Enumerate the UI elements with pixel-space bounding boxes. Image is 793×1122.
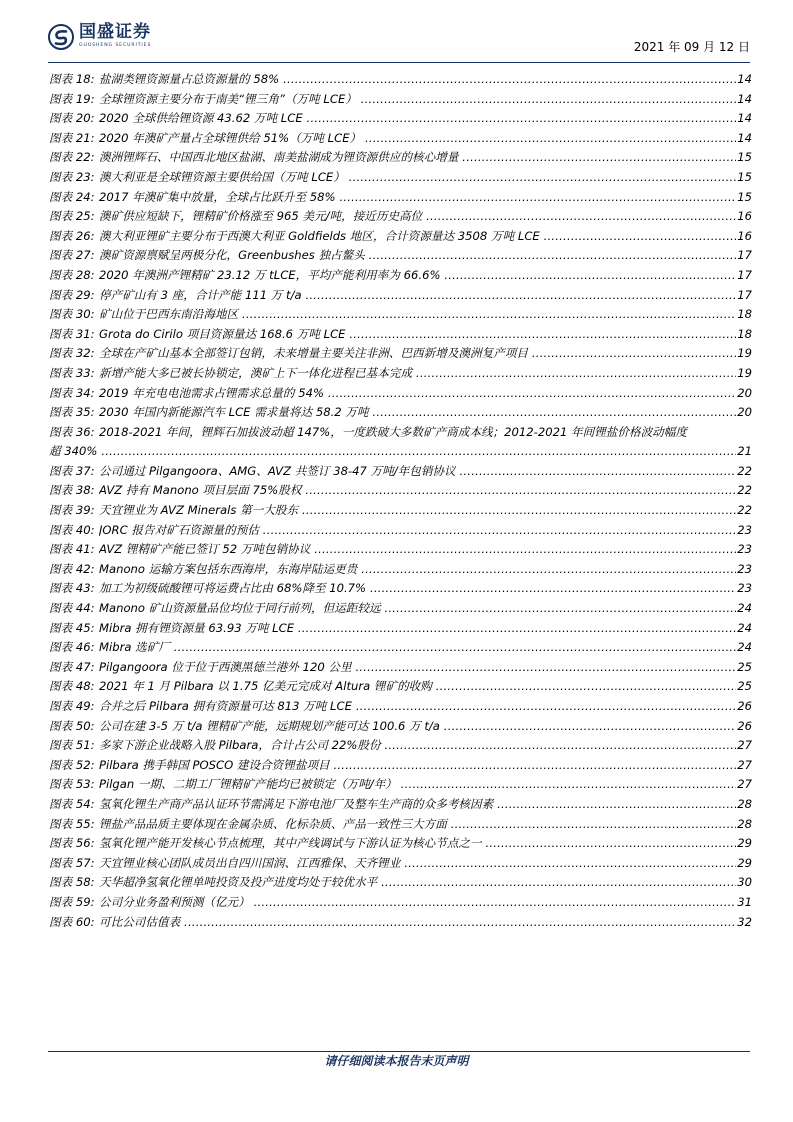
toc-entry-title: 可比公司估值表 ..... [99,913,752,933]
toc-entry-page-number: 30 [736,873,752,893]
toc-entry-page-number: 24 [736,599,752,619]
toc-entry-title: 澳矿资源禀赋呈两极分化，Greenbushes 独占鳌头 ..... [99,246,752,266]
toc-entry[interactable] [49,384,752,404]
toc-entry[interactable] [49,227,752,247]
toc-entry-page-number: 22 [736,481,752,501]
guosheng-logo-icon [48,24,74,50]
toc-entry-label: 图表 48: [49,679,95,694]
toc-entry[interactable] [49,717,752,737]
toc-entry[interactable] [49,913,752,933]
toc-entry-page-number: 24 [736,638,752,658]
toc-entry[interactable] [49,795,752,815]
toc-entry[interactable] [49,70,752,90]
toc-entry[interactable] [49,423,752,462]
toc-entry-page-number: 22 [736,501,752,521]
toc-entry-page-number: 32 [736,913,752,933]
toc-entry-label: 图表 26: [49,228,95,243]
toc-entry-page-number: 27 [736,756,752,776]
toc-entry[interactable] [49,873,752,893]
toc-entry-label: 图表 23: [49,169,95,184]
toc-entry-label: 图表 28: [49,267,95,282]
toc-entry-label: 图表 19: [49,91,95,106]
toc-entry-label: 图表 31: [49,326,95,341]
toc-entry-label: 图表 54: [49,796,95,811]
toc-entry[interactable] [49,325,752,345]
toc-entry-page-number: 15 [736,148,752,168]
toc-entry-title: Pilbara 携手韩国 POSCO 建设合资锂盐项目 ..... [99,756,752,776]
toc-entry-title: 澳矿供应短缺下，锂精矿价格涨至 965 美元/吨，接近历史高位 ..... [99,207,752,227]
toc-entry-title: 合并之后 Pilbara 拥有资源量可达 813 万吨 LCE ..... [99,697,752,717]
toc-entry-title: Mibra 拥有锂资源量 63.93 万吨 LCE ..... [99,619,752,639]
toc-entry-page-number: 19 [736,344,752,364]
toc-entry[interactable] [49,168,752,188]
toc-entry-title: 停产矿山有 3 座，合计产能 111 万 t/a ..... [99,286,752,306]
toc-entry-label: 图表 59: [49,894,95,909]
toc-entry-label: 图表 47: [49,659,95,674]
toc-entry[interactable] [49,501,752,521]
toc-entry[interactable] [49,638,752,658]
toc-entry-page-number: 17 [736,246,752,266]
toc-entry-page-number: 17 [736,266,752,286]
toc-entry-page-number: 26 [736,697,752,717]
toc-entry-page-number: 25 [736,677,752,697]
toc-entry-label: 图表 46: [49,640,95,655]
toc-entry-title: 2017 年澳矿集中放量，全球占比跃升至 58% ..... [99,188,752,208]
toc-entry-title: 锂盐产品品质主要体现在金属杂质、化标杂质、产品一致性三大方面 ..... [99,815,752,835]
toc-entry-page-number: 28 [736,815,752,835]
toc-entry-label: 图表 33: [49,365,95,380]
toc-entry-page-number: 21 [736,442,752,462]
toc-entry[interactable] [49,815,752,835]
toc-entry-title: Manono 矿山资源量品位均位于同行前列，但运距较远 ..... [99,599,752,619]
toc-entry[interactable] [49,521,752,541]
toc-entry-label: 图表 37: [49,463,95,478]
toc-entry-page-number: 23 [736,560,752,580]
toc-entry-label: 图表 24: [49,189,95,204]
toc-entry-title: AVZ 持有 Manono 项目层面 75%股权 ..... [99,481,752,501]
toc-entry-label: 图表 27: [49,248,95,263]
toc-entry[interactable] [49,658,752,678]
toc-entry[interactable] [49,834,752,854]
toc-entry-page-number: 14 [736,90,752,110]
toc-entry-page-number: 29 [736,834,752,854]
toc-entry-page-number: 17 [736,286,752,306]
footer-rule [48,1051,750,1052]
toc-entry-title: 氢氧化锂产能开发核心节点梳理，其中产线调试与下游认证为核心节点之一 ..... [99,834,752,854]
toc-entry[interactable] [49,364,752,384]
toc-entry-page-number: 18 [736,325,752,345]
toc-entry-title: 盐湖类锂资源量占总资源量的 58% ..... [99,70,752,90]
toc-entry-title: 新增产能大多已被长协锁定，澳矿上下一体化进程已基本完成 ..... [99,364,752,384]
toc-entry-label: 图表 55: [49,816,95,831]
toc-entry-page-number: 31 [736,893,752,913]
toc-entry-label: 图表 60: [49,914,95,929]
toc-entry-title: Manono 运输方案包括东西海岸，东海岸陆运更贵 ..... [99,560,752,580]
toc-entry-page-number: 14 [736,70,752,90]
toc-entry-page-number: 29 [736,854,752,874]
toc-entry[interactable] [49,462,752,482]
toc-entry-title: 公司分业务盈利预测（亿元） ..... [99,893,752,913]
toc-entry[interactable] [49,619,752,639]
toc-entry-page-number: 28 [736,795,752,815]
toc-entry-label: 图表 36: [49,424,95,439]
brand-name-cn: 国盛证券 [79,22,151,42]
toc-entry-page-number: 22 [736,462,752,482]
toc-entry-page-number: 18 [736,305,752,325]
toc-entry-title: 全球锂资源主要分布于南美“锂三角”（万吨 LCE） ..... [99,90,752,110]
toc-entry-title: Pilgangoora 位于位于西澳黑德兰港外 120 公里 ..... [99,658,752,678]
footer-disclaimer: 请仔细阅读本报告末页声明 [324,1054,469,1068]
page-header [48,22,750,62]
toc-entry-label: 图表 21: [49,130,95,145]
toc-entry[interactable] [49,266,752,286]
toc-entry-label: 图表 25: [49,209,95,224]
toc-entry-label: 图表 20: [49,111,95,126]
toc-entry-label: 图表 29: [49,287,95,302]
toc-entry-label: 图表 58: [49,875,95,890]
toc-entry[interactable] [49,188,752,208]
toc-entry-page-number: 20 [736,384,752,404]
toc-entry-title: 2021 年 1 月 Pilbara 以 1.75 亿美元完成对 Altura 锂矿的收购 ..... [99,677,752,697]
toc-entry-label: 图表 42: [49,561,95,576]
toc-entry-page-number: 16 [736,207,752,227]
toc-entry-label: 图表 56: [49,836,95,851]
toc-entry[interactable] [49,109,752,129]
toc-entry-title: AVZ 锂精矿产能已签订 52 万吨包销协议 ..... [99,540,752,560]
brand-name-en: GUOSHENG SECURITIES [79,43,152,48]
toc-entry-label: 图表 50: [49,718,95,733]
toc-entry-page-number: 24 [736,619,752,639]
toc-entry-title: 公司在建 3-5 万 t/a 锂精矿产能，远期规划产能可达 100.6 万 t/a ..... [99,717,752,737]
toc-entry[interactable] [49,286,752,306]
toc-entry-label: 图表 30: [49,307,95,322]
toc-entry-label: 图表 40: [49,522,95,537]
toc-entry[interactable] [49,854,752,874]
toc-entry[interactable] [49,599,752,619]
toc-entry-page-number: 25 [736,658,752,678]
toc-entry-title: 2019 年充电电池需求占锂需求总量的 54% ..... [99,384,752,404]
toc-entry-page-number: 27 [736,775,752,795]
toc-entry-label: 图表 35: [49,405,95,420]
toc-entry-label: 图表 49: [49,699,95,713]
toc-entry-title-continued: 超 340% ..... [49,442,752,462]
toc-entry[interactable] [49,246,752,266]
toc-entry-page-number: 20 [736,403,752,423]
toc-entry-page-number: 27 [736,736,752,756]
toc-entry-page-number: 23 [736,579,752,599]
company-logo [48,22,151,58]
toc-entry-page-number: 15 [736,168,752,188]
toc-entry[interactable] [49,540,752,560]
toc-entry-title: Pilgan 一期、二期工厂锂精矿产能均已被锁定（万吨/年） ..... [99,775,752,795]
toc-entry-label: 图表 32: [49,346,95,361]
toc-entry[interactable] [49,677,752,697]
toc-entry-title: JORC 报告对矿石资源量的预估 ..... [99,521,752,541]
toc-entry[interactable] [49,129,752,149]
toc-entry-title: 澳大利亚锂矿主要分布于西澳大利亚 Goldfields 地区，合计资源量达 3508 万吨 LCE ..... [99,227,752,247]
toc-entry-title: 天华超净氢氧化锂单吨投资及投产进度均处于较优水平 ..... [99,873,752,893]
toc-entry-title: 多家下游企业战略入股 Pilbara，合计占公司 22%股份 ..... [99,736,752,756]
toc-entry[interactable] [49,90,752,110]
toc-entry[interactable] [49,756,752,776]
toc-entry-label: 图表 53: [49,777,95,792]
toc-entry-label: 图表 38: [49,483,95,498]
toc-entry-title: Grota do Cirilo 项目资源量达 168.6 万吨 LCE ..... [99,325,752,345]
toc-entry-title: 澳大利亚是全球锂资源主要供给国（万吨 LCE） ..... [99,168,752,188]
toc-entry[interactable] [49,481,752,501]
toc-entry-label: 图表 52: [49,757,95,772]
toc-entry[interactable] [49,697,752,717]
toc-entry-page-number: 19 [736,364,752,384]
toc-entry-label: 图表 22: [49,150,95,165]
toc-entry[interactable] [49,305,752,325]
toc-entry-title: 加工为初级硫酸锂可将运费占比由 68%降至 10.7% ..... [99,579,752,599]
toc-entry[interactable] [49,736,752,756]
toc-entry-title: Mibra 选矿厂 ..... [99,638,752,658]
toc-entry-title: 2030 年国内新能源汽车 LCE 需求量将达 58.2 万吨 ..... [99,403,752,423]
toc-entry-title: 天宜锂业为 AVZ Minerals 第一大股东 ..... [99,501,752,521]
toc-entry-label: 图表 41: [49,542,95,557]
toc-entry-label: 图表 18: [49,72,95,86]
toc-entry-page-number: 16 [736,227,752,247]
toc-entry[interactable] [49,148,752,168]
toc-entry-page-number: 26 [736,717,752,737]
toc-entry-title: 天宜锂业核心团队成员出自四川国润、江西雅保、天齐锂业 ..... [99,854,752,874]
toc-entry-page-number: 14 [736,109,752,129]
toc-entry[interactable] [49,579,752,599]
toc-entry[interactable] [49,893,752,913]
toc-entry-label: 图表 45: [49,620,95,635]
toc-entry[interactable] [49,344,752,364]
toc-entry-title: 2020 年澳洲产锂精矿 23.12 万 tLCE，平均产能利用率为 66.6% ..... [99,266,752,286]
toc-entry[interactable] [49,207,752,227]
toc-entry-label: 图表 43: [49,581,95,596]
toc-entry-title: 矿山位于巴西东南沿海地区 ..... [99,305,752,325]
report-date: 2021 年 09 月 12 日 [633,40,750,54]
header-rule [48,62,750,63]
toc-entry-title: 氢氧化锂生产商产品认证环节需满足下游电池厂及整车生产商的众多考核因素 ..... [99,795,752,815]
toc-entry-page-number: 15 [736,188,752,208]
toc-entry-label: 图表 51: [49,738,95,753]
toc-entry-page-number: 14 [736,129,752,149]
toc-entry[interactable] [49,560,752,580]
toc-entry-title: 公司通过 Pilgangoora、AMG、AVZ 共签订 38-47 万吨/年包销协议 ..... [99,462,752,482]
toc-entry-title: 2020 全球供给锂资源 43.62 万吨 LCE ..... [99,109,752,129]
toc-entry[interactable] [49,775,752,795]
toc-entry-label: 图表 44: [49,601,95,616]
toc-entry-page-number: 23 [736,540,752,560]
toc-entry-page-number: 23 [736,521,752,541]
figure-list [49,70,752,932]
toc-entry-title: 2018-2021 年间，锂辉石加拔波动超 147%，一度跌破大多数矿产商成本线；2012-2021 年间锂盐价格波动幅度 [99,424,687,439]
toc-entry-label: 图表 34: [49,385,95,400]
toc-entry-title: 澳洲锂辉石、中国西北地区盐湖、南美盐湖成为锂资源供应的核心增量 ..... [99,148,752,168]
toc-entry[interactable] [49,403,752,423]
toc-entry-label: 图表 39: [49,503,95,518]
toc-entry-title: 全球在产矿山基本全部签订包销，未来增量主要关注非洲、巴西新增及澳洲复产项目 ..... [99,344,752,364]
toc-entry-label: 图表 57: [49,855,95,870]
toc-entry-title: 2020 年澳矿产量占全球锂供给 51%（万吨 LCE） ..... [99,129,752,149]
